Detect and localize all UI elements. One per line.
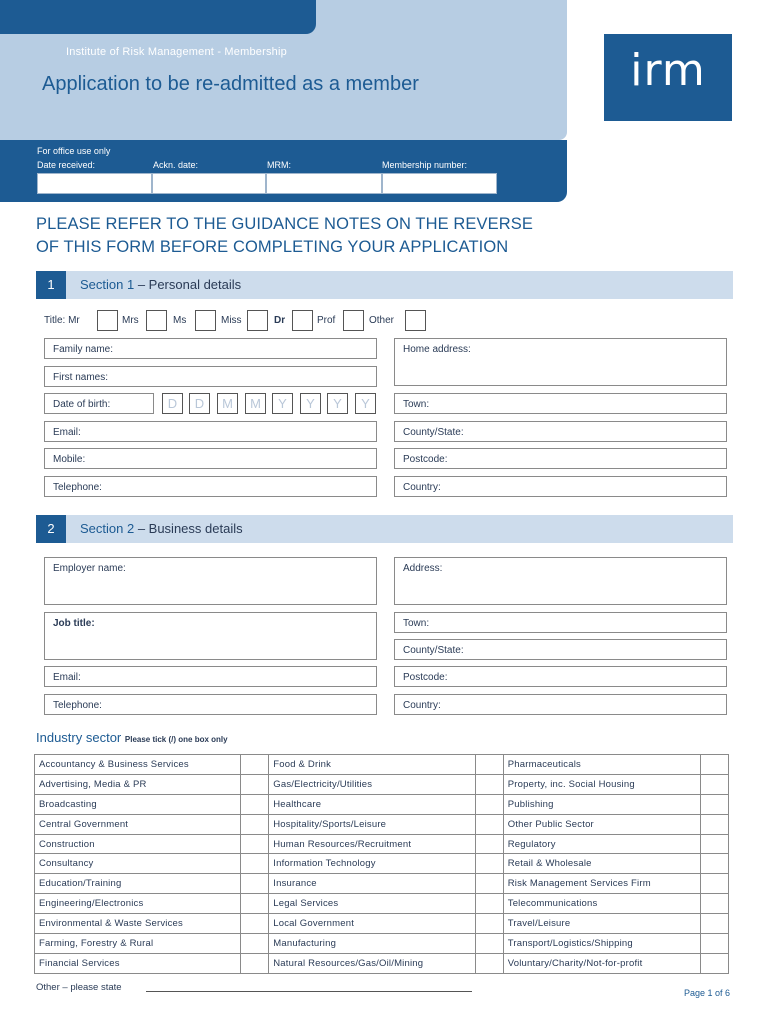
ackn-date-label: Ackn. date:: [153, 160, 199, 170]
industry-option-checkbox[interactable]: [701, 854, 729, 874]
title-mr-checkbox[interactable]: [97, 310, 118, 331]
industry-option-checkbox[interactable]: [475, 914, 503, 934]
industry-option-label: Publishing: [503, 794, 700, 814]
county-label: County/State:: [403, 427, 464, 438]
section-1-label: Section 1: [80, 277, 135, 292]
country-label: Country:: [403, 482, 441, 493]
other-sector-label: Other – please state: [36, 982, 122, 993]
page-number: Page 1 of 6: [684, 988, 731, 998]
section-1-number: 1: [36, 271, 66, 299]
industry-option-label: Hospitality/Sports/Leisure: [269, 814, 476, 834]
industry-option-label: Information Technology: [269, 854, 476, 874]
industry-option-checkbox[interactable]: [475, 953, 503, 973]
business-email-label: Email:: [53, 672, 81, 683]
family-name-field[interactable]: [44, 338, 377, 359]
membership-number-field[interactable]: [382, 173, 497, 194]
table-row: [35, 894, 729, 914]
employer-name-label: Employer name:: [53, 563, 126, 574]
industry-option-checkbox[interactable]: [701, 953, 729, 973]
industry-option-label: Central Government: [35, 814, 241, 834]
title-miss-label: Miss: [221, 315, 242, 326]
industry-option-checkbox[interactable]: [701, 894, 729, 914]
section-2-title: [80, 521, 243, 536]
business-email-field[interactable]: [44, 666, 377, 687]
industry-option-checkbox[interactable]: [241, 914, 269, 934]
section-1-subtitle: – Personal details: [134, 277, 242, 292]
title-other-label: Other: [369, 315, 395, 326]
table-row: [35, 934, 729, 954]
industry-option-label: Regulatory: [503, 834, 700, 854]
dob-year-2[interactable]: Y: [300, 393, 321, 414]
title-dr-checkbox[interactable]: [292, 310, 313, 331]
email-label: Email:: [53, 427, 81, 438]
mrm-label: MRM:: [267, 160, 291, 170]
industry-option-checkbox[interactable]: [475, 854, 503, 874]
business-address-label: Address:: [403, 563, 443, 574]
industry-option-checkbox[interactable]: [475, 774, 503, 794]
industry-option-label: Advertising, Media & PR: [35, 774, 241, 794]
table-row: [35, 914, 729, 934]
county-field[interactable]: [394, 421, 727, 442]
industry-option-label: Broadcasting: [35, 794, 241, 814]
business-town-label: Town:: [403, 618, 430, 629]
industry-option-label: Gas/Electricity/Utilities: [269, 774, 476, 794]
industry-option-checkbox[interactable]: [475, 794, 503, 814]
industry-option-label: Pharmaceuticals: [503, 755, 700, 775]
section-1-title: [80, 277, 241, 292]
industry-sector-heading: [36, 730, 228, 745]
date-received-field[interactable]: [37, 173, 152, 194]
industry-option-label: Risk Management Services Firm: [503, 874, 700, 894]
dob-month-1[interactable]: M: [217, 393, 238, 414]
industry-option-checkbox[interactable]: [241, 953, 269, 973]
title-mrs-checkbox[interactable]: [146, 310, 167, 331]
title-label: Title: Mr: [44, 315, 80, 326]
telephone-field[interactable]: [44, 476, 377, 497]
dob-label: Date of birth:: [53, 399, 111, 410]
guidance-notice: [36, 213, 533, 259]
industry-option-label: Insurance: [269, 874, 476, 894]
table-row: [35, 874, 729, 894]
business-county-label: County/State:: [403, 645, 464, 656]
guidance-line-1: PLEASE REFER TO THE GUIDANCE NOTES ON THE REVERSE: [36, 215, 533, 233]
industry-option-label: Transport/Logistics/Shipping: [503, 934, 700, 954]
industry-option-checkbox[interactable]: [701, 874, 729, 894]
table-row: [35, 834, 729, 854]
industry-option-label: Healthcare: [269, 794, 476, 814]
title-mrs-label: Mrs: [122, 315, 139, 326]
dob-year-1[interactable]: Y: [272, 393, 293, 414]
industry-option-label: Food & Drink: [269, 755, 476, 775]
title-ms-label: Ms: [173, 315, 187, 326]
industry-option-checkbox[interactable]: [241, 874, 269, 894]
mobile-field[interactable]: [44, 448, 377, 469]
industry-option-checkbox[interactable]: [241, 794, 269, 814]
section-2-number: 2: [36, 515, 66, 543]
industry-option-checkbox[interactable]: [701, 814, 729, 834]
industry-option-label: Consultancy: [35, 854, 241, 874]
postcode-field[interactable]: [394, 448, 727, 469]
industry-option-label: Manufacturing: [269, 934, 476, 954]
industry-option-checkbox[interactable]: [241, 894, 269, 914]
industry-option-checkbox[interactable]: [701, 834, 729, 854]
industry-option-checkbox[interactable]: [475, 834, 503, 854]
industry-option-label: Environmental & Waste Services: [35, 914, 241, 934]
business-telephone-field[interactable]: [44, 694, 377, 715]
email-field[interactable]: [44, 421, 377, 442]
industry-option-checkbox[interactable]: [241, 834, 269, 854]
job-title-field[interactable]: [44, 612, 377, 660]
other-sector-input-line[interactable]: [146, 991, 472, 992]
irm-logo: irm: [604, 34, 732, 121]
industry-option-checkbox[interactable]: [701, 774, 729, 794]
form-title: Application to be re-admitted as a member: [42, 73, 419, 95]
table-row: [35, 794, 729, 814]
industry-option-checkbox[interactable]: [241, 755, 269, 775]
industry-option-label: Education/Training: [35, 874, 241, 894]
table-row: [35, 774, 729, 794]
business-country-label: Country:: [403, 700, 441, 711]
header-tab: [0, 0, 316, 34]
business-address-field[interactable]: [394, 557, 727, 605]
industry-option-checkbox[interactable]: [241, 814, 269, 834]
industry-option-label: Voluntary/Charity/Not-for-profit: [503, 953, 700, 973]
title-prof-checkbox[interactable]: [343, 310, 364, 331]
title-miss-checkbox[interactable]: [247, 310, 268, 331]
membership-number-label: Membership number:: [382, 160, 468, 170]
industry-option-label: Local Government: [269, 914, 476, 934]
industry-option-checkbox[interactable]: [701, 914, 729, 934]
industry-option-checkbox[interactable]: [475, 814, 503, 834]
town-field[interactable]: [394, 393, 727, 414]
business-telephone-label: Telephone:: [53, 700, 102, 711]
industry-option-label: Travel/Leisure: [503, 914, 700, 934]
industry-option-checkbox[interactable]: [701, 934, 729, 954]
first-names-field[interactable]: [44, 366, 377, 387]
office-use-heading: For office use only: [37, 146, 111, 156]
business-country-field[interactable]: [394, 694, 727, 715]
mobile-label: Mobile:: [53, 454, 86, 465]
industry-sector-title: Industry sector: [36, 730, 122, 745]
date-received-label: Date received:: [37, 160, 96, 170]
table-row: [35, 953, 729, 973]
industry-option-checkbox[interactable]: [475, 874, 503, 894]
title-prof-label: Prof: [317, 315, 336, 326]
industry-option-checkbox[interactable]: [701, 794, 729, 814]
dob-day-1[interactable]: D: [162, 393, 183, 414]
home-address-label: Home address:: [403, 344, 471, 355]
industry-option-label: Construction: [35, 834, 241, 854]
section-2-subtitle: – Business details: [134, 521, 243, 536]
industry-option-label: Retail & Wholesale: [503, 854, 700, 874]
dob-year-4[interactable]: Y: [355, 393, 376, 414]
dob-label-box: [44, 393, 154, 414]
table-row: [35, 854, 729, 874]
industry-option-label: Farming, Forestry & Rural: [35, 934, 241, 954]
title-dr-label: Dr: [274, 315, 286, 326]
guidance-line-2: OF THIS FORM BEFORE COMPLETING YOUR APPLICATION: [36, 238, 509, 256]
country-field[interactable]: [394, 476, 727, 497]
job-title-label: Job title:: [53, 618, 95, 629]
dob-month-2[interactable]: M: [245, 393, 266, 414]
industry-instruction: Please tick (/) one box only: [124, 735, 228, 744]
industry-sector-table: [34, 754, 729, 974]
family-name-label: Family name:: [53, 344, 114, 355]
industry-option-checkbox[interactable]: [475, 894, 503, 914]
industry-option-label: Human Resources/Recruitment: [269, 834, 476, 854]
first-names-label: First names:: [53, 372, 109, 383]
industry-option-checkbox[interactable]: [241, 934, 269, 954]
business-postcode-field[interactable]: [394, 666, 727, 687]
industry-option-checkbox[interactable]: [701, 755, 729, 775]
title-other-checkbox[interactable]: [405, 310, 426, 331]
industry-option-label: Property, inc. Social Housing: [503, 774, 700, 794]
business-postcode-label: Postcode:: [403, 672, 448, 683]
industry-option-label: Legal Services: [269, 894, 476, 914]
industry-option-label: Financial Services: [35, 953, 241, 973]
institute-name: Institute of Risk Management - Membership: [66, 46, 287, 58]
industry-option-checkbox[interactable]: [475, 934, 503, 954]
industry-option-checkbox[interactable]: [475, 755, 503, 775]
industry-option-label: Natural Resources/Gas/Oil/Mining: [269, 953, 476, 973]
industry-option-label: Engineering/Electronics: [35, 894, 241, 914]
postcode-label: Postcode:: [403, 454, 448, 465]
industry-option-checkbox[interactable]: [241, 854, 269, 874]
industry-option-checkbox[interactable]: [241, 774, 269, 794]
industry-option-label: Telecommunications: [503, 894, 700, 914]
dob-day-2[interactable]: D: [189, 393, 210, 414]
title-ms-checkbox[interactable]: [195, 310, 216, 331]
table-row: [35, 814, 729, 834]
section-2-label: Section 2: [80, 521, 135, 536]
industry-option-label: Accountancy & Business Services: [35, 755, 241, 775]
town-label: Town:: [403, 399, 430, 410]
mrm-field[interactable]: [266, 173, 382, 194]
industry-option-label: Other Public Sector: [503, 814, 700, 834]
business-county-field[interactable]: [394, 639, 727, 660]
ackn-date-field[interactable]: [152, 173, 266, 194]
business-town-field[interactable]: [394, 612, 727, 633]
employer-name-field[interactable]: [44, 557, 377, 605]
table-row: [35, 755, 729, 775]
home-address-field[interactable]: [394, 338, 727, 386]
telephone-label: Telephone:: [53, 482, 102, 493]
dob-year-3[interactable]: Y: [327, 393, 348, 414]
